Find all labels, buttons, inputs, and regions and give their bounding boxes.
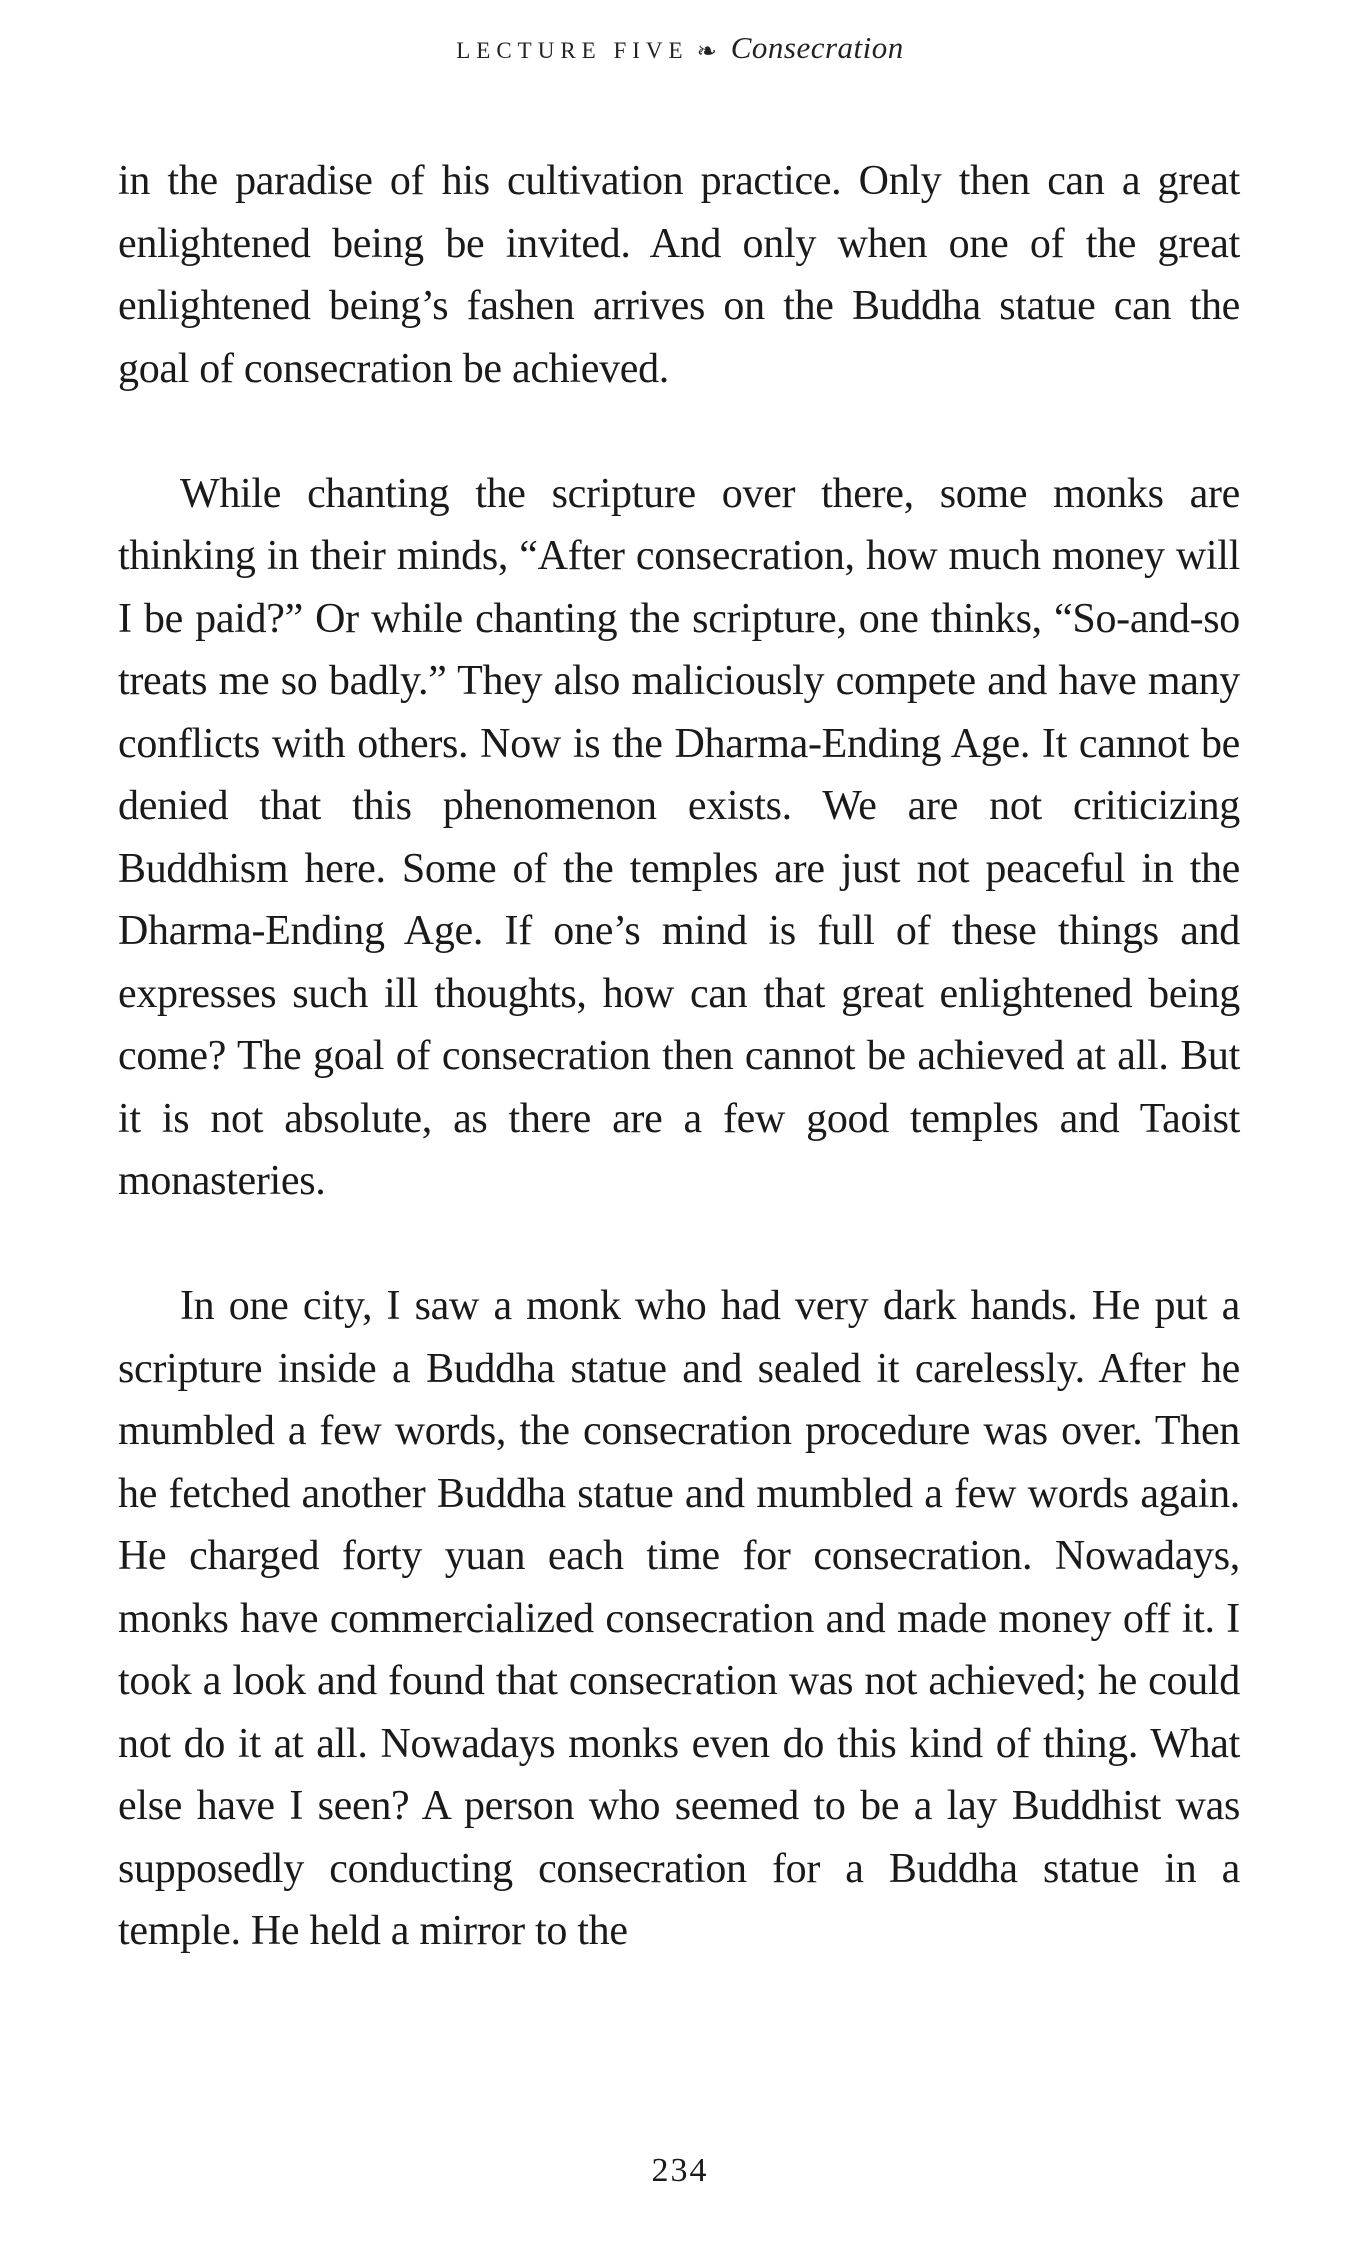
- body-text: [118, 150, 1240, 1963]
- paragraph: in the paradise of his cultivation practice. Only then can a great enlightened being be invited. And only when one of the great enlightened being’s fashen arrives on the Buddha statue can the goal of consecration be achieved.: [118, 158, 1240, 392]
- paragraph: While chanting the scripture over there, some monks are thinking in their minds, “After consecration, how much money will I be paid?” Or while chanting the scripture, one thinks, “So-and-so treats me so badly.” They also maliciously compete and have many conflicts with others. Now is the Dharma-Ending Age. It cannot be denied that this phenomenon exists. We are not criticizing Buddhism here. Some of the temples are just not peaceful in the Dharma-Ending Age. If one’s mind is full of these things and expresses such ill thoughts, how can that great enlightened being come? The goal of consecration then cannot be achieved at all. But it is not absolute, as there are a few good temples and Taoist monasteries.: [118, 470, 1240, 1204]
- chapter-title: Consecration: [730, 30, 904, 65]
- paragraph: In one city, I saw a monk who had very dark hands. He put a scripture inside a Buddha statue and sealed it carelessly. After he mumbled a few words, the consecration procedure was over. Then he fetched another Buddha statue and mumbled a few words again. He charged forty yuan each time for consecration. Nowadays, monks have commercialized consecration and made money off it. I took a look and found that consecration was not achieved; he could not do it at all. Nowadays monks even do this kind of thing. What else have I seen? A person who seemed to be a lay Buddhist was supposedly conducting consecration for a Buddha statue in a temple. He held a mirror to the: [118, 1283, 1240, 1954]
- running-head: [0, 30, 1360, 66]
- hedera-ornament-icon: ❧: [696, 37, 717, 65]
- lecture-label: LECTURE FIVE: [456, 38, 689, 63]
- page-number: 234: [651, 2152, 709, 2189]
